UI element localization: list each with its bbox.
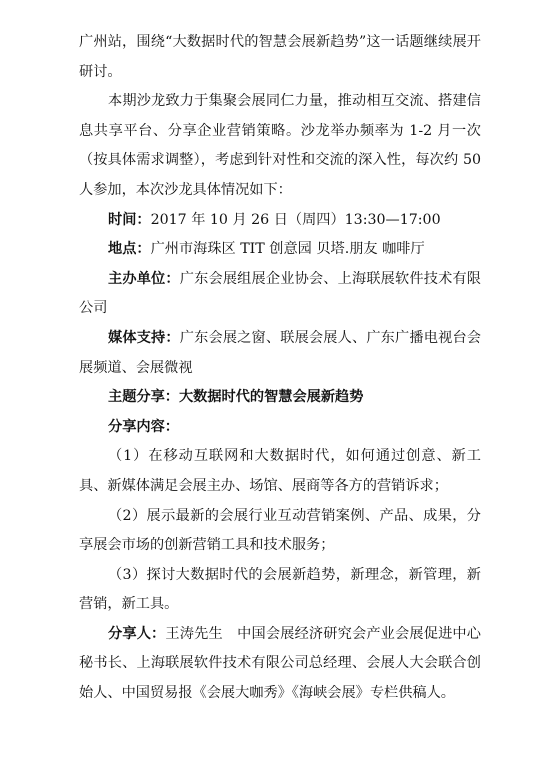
event-time [79, 206, 481, 236]
content-item: （1）在移动互联网和大数据时代，如何通过创意、新工具、新媒体满足会展主办、场馆、展商等各方的营销诉求； [79, 448, 481, 494]
topic-value: 大数据时代的智慧会展新趋势 [178, 389, 364, 406]
content-item: （2）展示最新的会展行业互动营销案例、产品、成果，分享展会市场的创新营销工具和技术服务； [79, 507, 481, 554]
intro-paragraph-continued: 广州站，围绕“大数据时代的智慧会展新趋势”这一话题继续展开研讨。 [79, 34, 481, 80]
location-label: 地点： [108, 241, 151, 258]
speaker-value: 王涛先生 中国会展经济研究会产业会展促进中心秘书长、上海联展软件技术有限公司总经理、会展人大会联合创始人、中国贸易报《会展大咖秀》《海峡会展》专栏供稿人。 [79, 625, 481, 702]
content-item: （3）探讨大数据时代的会展新趋势，新理念，新管理，新营销，新工具。 [79, 566, 481, 613]
organizer-value: 广东会展组展企业协会、上海联展软件技术有限公司 [79, 270, 481, 317]
time-label: 时间： [108, 211, 151, 228]
event-location [79, 235, 481, 265]
speaker-label: 分享人： [108, 625, 166, 642]
media-value: 广东会展之窗、联展会展人、广东广播电视台会展频道、会展微视 [79, 329, 481, 376]
event-media-support [79, 324, 481, 383]
event-speaker [79, 620, 481, 709]
intro-paragraph-salon: 本期沙龙致力于集聚会展同仁力量，推动相互交流、搭建信息共享平台、分享企业营销策略。沙龙举办频率为 1-2 月一次（按具体需求调整），考虑到针对性和交流的深入性，每次约 50 人参加，本次沙龙具体情况如下： [79, 93, 481, 198]
content-heading [79, 413, 481, 443]
topic-label: 主题分享： [108, 389, 179, 406]
media-label: 媒体支持： [108, 329, 180, 346]
time-value: 2017 年 10 月 26 日（周四）13:30—17:00 [150, 211, 441, 228]
document-page [79, 28, 481, 709]
organizer-label: 主办单位： [108, 270, 180, 287]
event-topic [79, 383, 481, 413]
location-value: 广州市海珠区 TIT 创意园 贝塔.朋友 咖啡厅 [150, 241, 425, 258]
event-organizer [79, 265, 481, 324]
content-label: 分享内容： [108, 418, 179, 435]
